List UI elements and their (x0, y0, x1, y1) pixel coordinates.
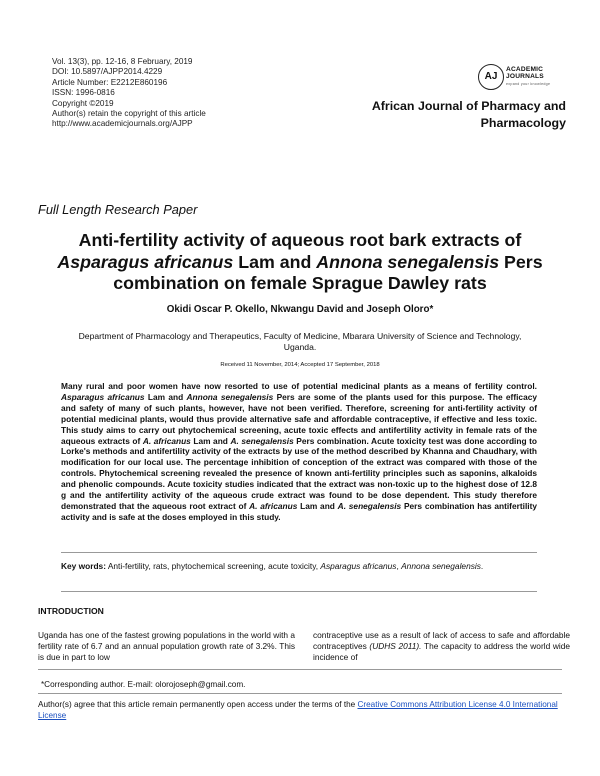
title-part: Lam and (233, 251, 317, 272)
title-part: Anti-fertility activity of aqueous root bark extracts of (78, 230, 522, 250)
author-list: Okidi Oscar P. Okello, Nkwangu David and Joseph Oloro* (166, 304, 434, 315)
abstract (61, 381, 537, 523)
abstract-text: Lam and (190, 435, 231, 446)
journal-name-line-2: Pharmacology (480, 116, 566, 130)
meta-doi: DOI: 10.5897/AJPP2014.4229 (52, 67, 163, 77)
abstract-divider (61, 552, 537, 553)
intro-column-left: Uganda has one of the fastest growing populations in the world with a fertility rate of 6.7 and an annual population growth rate of 3.2%. This is due in part to low (38, 630, 295, 662)
abstract-species: A. senegalensis (337, 500, 402, 511)
publisher-logo (478, 64, 578, 92)
abstract-text: Pers combination has antifertility activity and is safe at the doses employed in this study. (61, 500, 538, 522)
logo-wordmark (506, 66, 544, 80)
abstract-species: Asparagus africanus (61, 391, 145, 402)
footnote-divider (38, 669, 562, 670)
meta-journal-url: http://www.academicjournals.org/AJPP (52, 119, 193, 129)
keywords-label: Key words: (61, 561, 106, 571)
logo-line-2: JOURNALS (506, 73, 544, 80)
corresponding-author-footnote: *Corresponding author. E-mail: olorojoseph@gmail.com. (41, 680, 246, 689)
meta-copyright-note: Author(s) retain the copyright of this article (52, 109, 206, 119)
license-text: Author(s) agree that this article remain permanently open access under the terms of the (38, 700, 358, 709)
license-link[interactable]: Creative Commons Attribution License 4.0 International License (38, 700, 558, 720)
meta-volume: Vol. 13(3), pp. 12-16, 8 February, 2019 (52, 57, 193, 66)
abstract-text: Lam and (297, 500, 338, 511)
received-accepted-dates: Received 11 November, 2014; Accepted 17 September, 2018 (220, 362, 380, 368)
section-heading-introduction: INTRODUCTION (38, 606, 104, 616)
meta-article-number: Article Number: E2212E860196 (52, 77, 168, 87)
affiliation: Department of Pharmacology and Therapeutics, Faculty of Medicine, Mbarara University of Science and Technology, Uganda. (78, 331, 522, 352)
keywords-text: Anti-fertility, rats, phytochemical screening, acute toxicity, (105, 561, 321, 571)
keywords-text: . (480, 561, 484, 571)
abstract-species: Annona senegalensis (186, 391, 274, 402)
journal-name (372, 98, 566, 132)
intro-text: contraceptive use as a result of lack of access to safe and affordable contraceptives (313, 630, 570, 651)
intro-citation: (UDHS 2011). (369, 640, 422, 651)
abstract-species: A. africanus (142, 435, 191, 446)
logo-tagline: expand your knowledge (506, 82, 551, 86)
article-metadata (52, 57, 206, 130)
paper-type: Full Length Research Paper (38, 202, 198, 217)
abstract-text: Many rural and poor women have now resorted to use of potential medicinal plants as a means of fertility control. (61, 381, 537, 391)
paper-title (40, 230, 560, 295)
meta-copyright: Copyright ©2019 (52, 98, 114, 108)
journal-name-line-1: African Journal of Pharmacy and (371, 99, 566, 113)
abstract-species: A. africanus (249, 500, 298, 511)
abstract-species: A. senegalensis (230, 435, 294, 446)
abstract-text: Pers are some of the plants used for this purpose. The efficacy and safety of many of such plants, however, have not been verified. Therefore, screening for anti-fertility activity of potential medicinal plants, would thus provide alternative safe and affordable contraceptive, if effective and less toxic. This study aims to carry out phytochemical screening, acute toxic effects and antifertility activity in female rats of the aqueous extracts of (61, 391, 537, 446)
keywords-divider (61, 591, 537, 592)
keywords-text: , (396, 561, 402, 571)
logo-line-1: ACADEMIC (506, 66, 544, 73)
intro-text: The capacity to address the world wide incidence of (313, 640, 570, 662)
title-species-1: Asparagus africanus (57, 251, 234, 272)
logo-mark: AJ (478, 64, 504, 90)
intro-column-right (313, 630, 570, 662)
title-part: Pers combination on female Sprague Dawley rats (113, 251, 543, 293)
title-species-2: Annona senegalensis (316, 251, 500, 272)
abstract-text: Pers combination. Acute toxicity test was done according to Lorke's methods and antifertility activity of the extracts by use of the method described by Khanna and Chaudhary, with modification for our local use. The percentage inhibition of conception of the extract was compared with those of the controls. Phytochemical screening revealed the presence of known anti-fertility principles such as saponins, alkaloids and phenolic compounds. Acute toxicity studies indicated that the extract was non-toxic up to the highest dose of 12.8 g and the antifertility activity of the aqueous crude extract was found to be dose dependent. This study therefore demonstrated that the aqueous root extract of (61, 435, 537, 511)
keywords-species: Asparagus africanus (320, 561, 397, 571)
keywords (61, 561, 537, 572)
license-footnote (38, 693, 562, 722)
meta-issn: ISSN: 1996-0816 (52, 88, 115, 98)
abstract-text: Lam and (144, 391, 187, 402)
keywords-species: Annona senegalensis (401, 561, 481, 571)
